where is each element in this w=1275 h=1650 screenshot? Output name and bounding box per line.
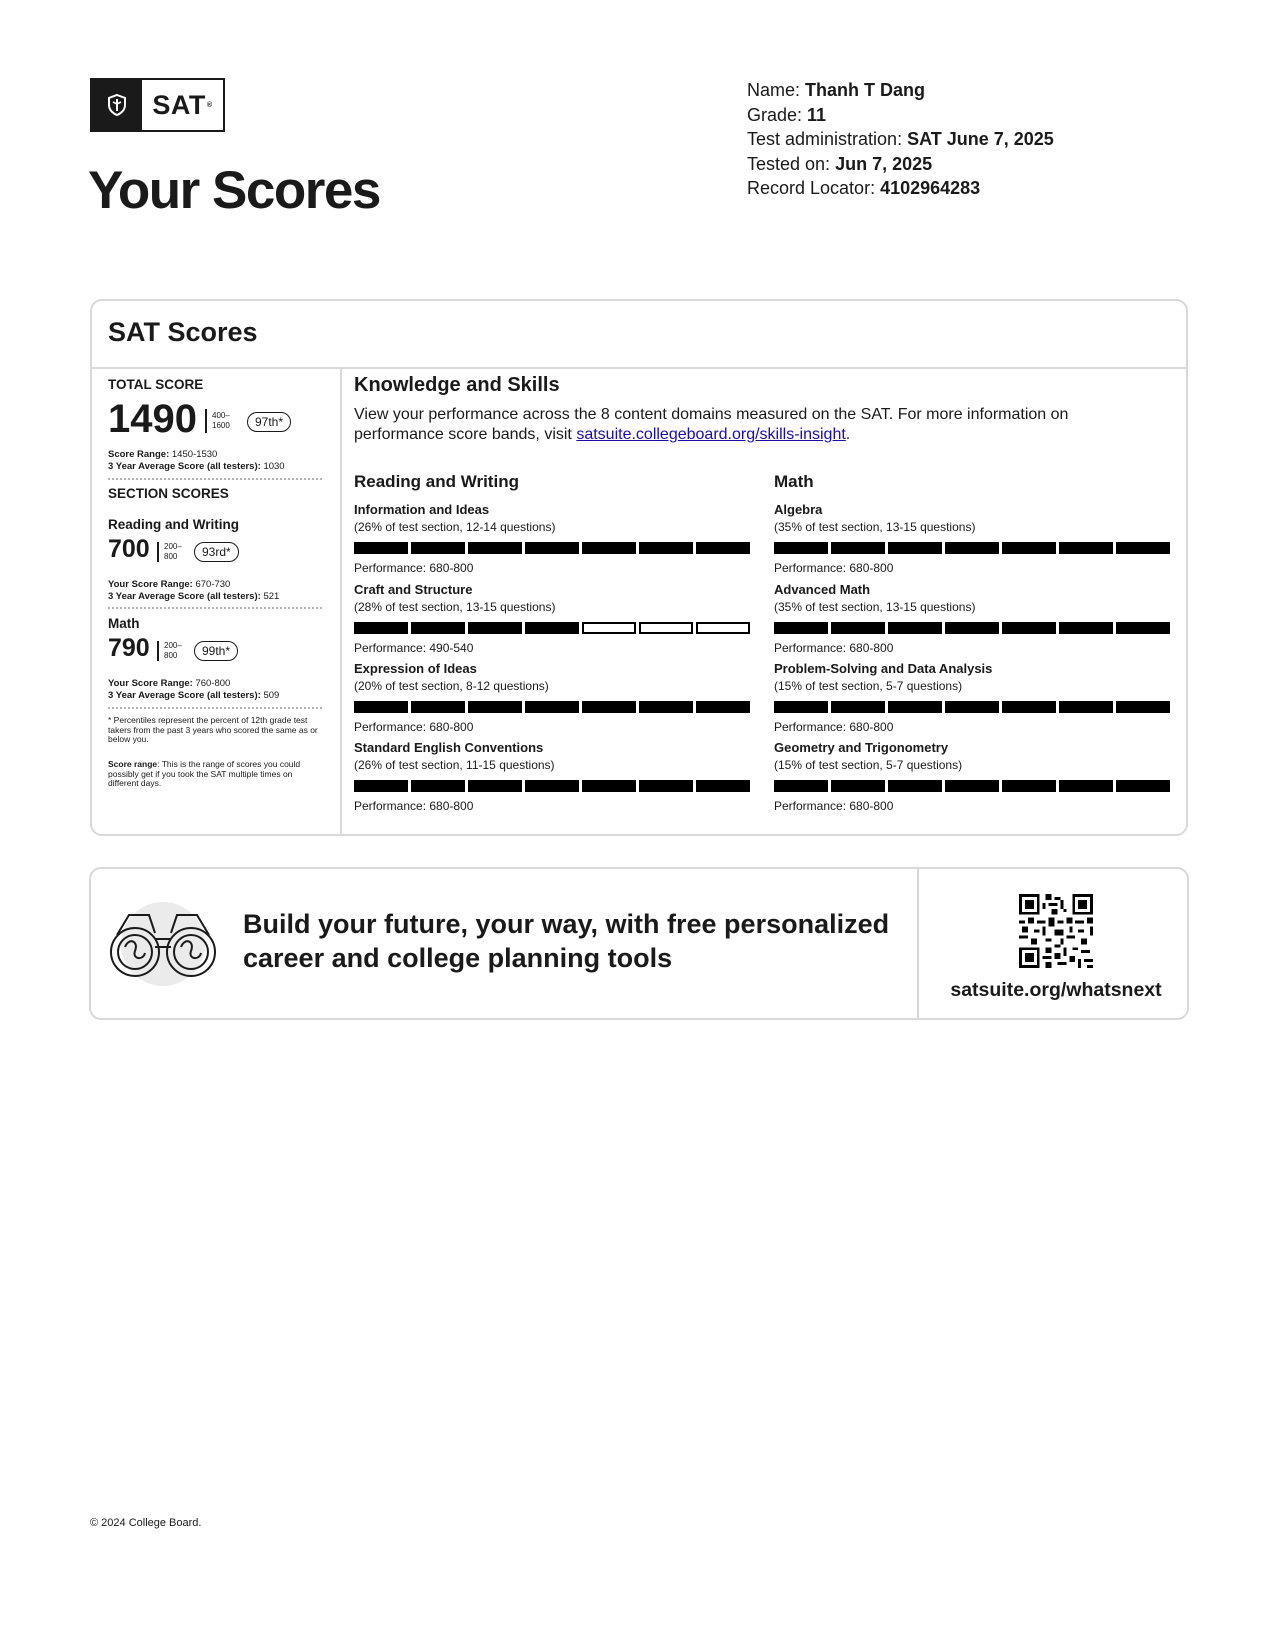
domain-detail: (35% of test section, 13-15 questions) — [774, 520, 976, 534]
score-range-note: Score range: This is the range of scores you could possibly get if you took the SAT multiple times on different days. — [108, 759, 301, 788]
domain-detail: (15% of test section, 5-7 questions) — [774, 758, 963, 772]
total-range-scale: 400– 1600 — [212, 411, 230, 430]
bar-segment-filled — [1116, 622, 1170, 634]
bar-segment-filled — [945, 542, 999, 554]
bar-segment-filled — [774, 622, 828, 634]
percentile-note: * Percentiles represent the percent of 12th grade test takers from the past 3 years who scored the same as or below you. — [108, 715, 318, 744]
performance-bar — [354, 780, 750, 792]
student-name: Thanh T Dang — [805, 80, 926, 100]
bar-segment-filled — [1002, 701, 1056, 713]
domain-name: Standard English Conventions — [354, 740, 544, 755]
divider — [108, 707, 322, 709]
copyright-footer: © 2024 College Board. — [90, 1517, 202, 1529]
bar-segment-filled — [1002, 780, 1056, 792]
domain-detail: (28% of test section, 13-15 questions) — [354, 600, 556, 614]
bar-segment-filled — [639, 780, 693, 792]
domain-performance: Performance: 680-800 — [354, 799, 474, 813]
bar-segment-filled — [888, 542, 942, 554]
bar-segment-filled — [1059, 542, 1113, 554]
page-title: Your Scores — [88, 161, 380, 220]
rw-section-name: Reading and Writing — [108, 517, 239, 532]
tested-on: Jun 7, 2025 — [835, 153, 933, 174]
bar-segment-filled — [888, 622, 942, 634]
bar-segment-filled — [525, 622, 579, 634]
domain-detail: (26% of test section, 12-14 questions) — [354, 520, 556, 534]
bar-segment-filled — [639, 542, 693, 554]
domain-information-and-ideas — [354, 501, 750, 577]
performance-bar — [774, 701, 1170, 713]
bar-segment-filled — [525, 780, 579, 792]
bar-segment-filled — [468, 622, 522, 634]
domain-standard-english-conventions — [354, 739, 750, 815]
bar-segment-filled — [354, 701, 408, 713]
bar-segment-filled — [354, 622, 408, 634]
bar-segment-filled — [774, 780, 828, 792]
record-locator: 4102964283 — [880, 178, 981, 198]
bar-segment-filled — [888, 701, 942, 713]
domain-performance: Performance: 680-800 — [354, 720, 474, 734]
bar-segment-filled — [1059, 780, 1113, 792]
domain-detail: (35% of test section, 13-15 questions) — [774, 600, 976, 614]
bar-segment-filled — [582, 542, 636, 554]
domain-detail: (26% of test section, 11-15 questions) — [354, 758, 555, 772]
name-row: Name: Thanh T Dang — [747, 80, 926, 100]
bar-segment-filled — [696, 701, 750, 713]
domain-geometry-and-trigonometry — [774, 739, 1170, 815]
bar-segment-filled — [1059, 622, 1113, 634]
domain-performance: Performance: 680-800 — [774, 641, 894, 655]
bar-segment-filled — [639, 701, 693, 713]
bar-segment-filled — [945, 622, 999, 634]
domain-name: Problem-Solving and Data Analysis — [774, 661, 993, 676]
domain-advanced-math — [774, 581, 1170, 657]
qr-code-icon[interactable] — [1019, 894, 1093, 968]
score-divider — [157, 641, 159, 661]
bar-segment-filled — [411, 622, 465, 634]
bar-segment-filled — [411, 701, 465, 713]
reading-writing-area-title: Reading and Writing — [354, 472, 519, 491]
domain-detail: (15% of test section, 5-7 questions) — [774, 679, 963, 693]
performance-bar — [354, 622, 750, 634]
knowledge-skills-title: Knowledge and Skills — [354, 374, 560, 396]
sat-scores-card — [90, 299, 1188, 836]
bar-segment-filled — [945, 780, 999, 792]
bar-segment-filled — [525, 701, 579, 713]
record-locator-row: Record Locator: 4102964283 — [747, 178, 981, 198]
banner-text: Build your future, your way, with free personalized career and college planning tools — [243, 909, 890, 973]
logo-text: SAT — [152, 89, 206, 120]
bar-segment-filled — [468, 542, 522, 554]
bar-segment-filled — [411, 780, 465, 792]
total-score: 1490 — [108, 397, 197, 441]
bar-segment-empty — [639, 622, 693, 634]
bar-segment-filled — [1116, 780, 1170, 792]
domain-performance: Performance: 680-800 — [354, 561, 474, 575]
grade-row: Grade: 11 — [747, 104, 827, 125]
bar-segment-filled — [468, 701, 522, 713]
performance-bar — [774, 542, 1170, 554]
performance-bar — [354, 701, 750, 713]
bar-segment-filled — [696, 780, 750, 792]
card-header — [92, 301, 1186, 369]
bar-segment-filled — [831, 622, 885, 634]
domain-performance: Performance: 680-800 — [774, 720, 894, 734]
math-score: 790 — [108, 634, 150, 662]
total-score-range: Score Range: 1450-1530 — [108, 449, 218, 460]
domain-name: Craft and Structure — [354, 582, 473, 597]
bar-segment-filled — [831, 701, 885, 713]
divider — [108, 478, 322, 480]
bar-segment-filled — [1116, 701, 1170, 713]
bar-segment-filled — [888, 780, 942, 792]
bar-segment-filled — [1059, 701, 1113, 713]
math-avg-score: 3 Year Average Score (all testers): 509 — [108, 690, 280, 701]
math-percentile-badge: 99th* — [194, 641, 238, 661]
domain-name: Geometry and Trigonometry — [774, 740, 949, 755]
bar-segment-filled — [468, 780, 522, 792]
math-score-range: Your Score Range: 760-800 — [108, 678, 231, 689]
math-section-name: Math — [108, 616, 140, 631]
bar-segment-filled — [354, 780, 408, 792]
bar-segment-filled — [945, 701, 999, 713]
rw-percentile-badge: 93rd* — [194, 542, 239, 562]
binoculars-icon — [103, 897, 223, 997]
bar-segment-filled — [1002, 542, 1056, 554]
bar-segment-empty — [582, 622, 636, 634]
bar-segment-filled — [831, 780, 885, 792]
domain-performance: Performance: 680-800 — [774, 799, 894, 813]
tested-on-row: Tested on: Jun 7, 2025 — [747, 153, 933, 174]
bar-segment-filled — [831, 542, 885, 554]
domain-expression-of-ideas — [354, 660, 750, 736]
card-title: SAT Scores — [108, 317, 258, 347]
rw-range-scale: 200– 800 — [164, 542, 182, 561]
student-info — [747, 78, 1054, 201]
domain-algebra — [774, 501, 1170, 577]
domain-name: Expression of Ideas — [354, 661, 477, 676]
bar-segment-filled — [582, 780, 636, 792]
math-area-title: Math — [774, 472, 814, 491]
bar-segment-filled — [774, 542, 828, 554]
rw-avg-score: 3 Year Average Score (all testers): 521 — [108, 591, 280, 602]
rw-score-range: Your Score Range: 670-730 — [108, 579, 231, 590]
shield-icon — [92, 80, 142, 130]
score-divider — [157, 542, 159, 562]
skills-insight-link[interactable]: satsuite.collegeboard.org/skills-insight — [576, 426, 846, 443]
domain-detail: (20% of test section, 8-12 questions) — [354, 679, 549, 693]
career-planning-banner — [89, 867, 1189, 1020]
scores-column — [92, 367, 342, 834]
bar-segment-filled — [354, 542, 408, 554]
domain-problem-solving-and-data-analysis — [774, 660, 1170, 736]
bar-segment-filled — [1116, 542, 1170, 554]
domain-name: Information and Ideas — [354, 502, 490, 517]
whats-next-url[interactable]: satsuite.org/whatsnext — [950, 979, 1162, 1001]
domain-performance: Performance: 490-540 — [354, 641, 474, 655]
domain-name: Advanced Math — [774, 582, 871, 597]
divider — [108, 607, 322, 609]
bar-segment-empty — [696, 622, 750, 634]
performance-bar — [354, 542, 750, 554]
math-range-scale: 200– 800 — [164, 641, 182, 660]
score-divider — [205, 409, 207, 433]
total-avg-score: 3 Year Average Score (all testers): 1030 — [108, 461, 285, 472]
bar-segment-filled — [525, 542, 579, 554]
bar-segment-filled — [1002, 622, 1056, 634]
performance-bar — [774, 622, 1170, 634]
domain-performance: Performance: 680-800 — [774, 561, 894, 575]
knowledge-skills-description: View your performance across the 8 content domains measured on the SAT. For more information on performance score bands, visit satsuite.collegeboard.org/skills-insight. — [354, 406, 1069, 443]
total-score-label: TOTAL SCORE — [108, 377, 204, 392]
test-admin: SAT June 7, 2025 — [907, 129, 1054, 149]
section-scores-label: SECTION SCORES — [108, 486, 229, 501]
divider — [917, 869, 919, 1018]
test-admin-row: Test administration: SAT June 7, 2025 — [747, 129, 1054, 149]
sat-logo — [90, 78, 225, 132]
domain-name: Algebra — [774, 502, 823, 517]
domain-craft-and-structure — [354, 581, 750, 657]
bar-segment-filled — [774, 701, 828, 713]
bar-segment-filled — [411, 542, 465, 554]
student-grade: 11 — [807, 104, 827, 125]
bar-segment-filled — [696, 542, 750, 554]
registered-mark: ® — [206, 101, 213, 109]
rw-score: 700 — [108, 535, 150, 563]
performance-bar — [774, 780, 1170, 792]
bar-segment-filled — [582, 701, 636, 713]
total-percentile-badge: 97th* — [247, 412, 291, 432]
